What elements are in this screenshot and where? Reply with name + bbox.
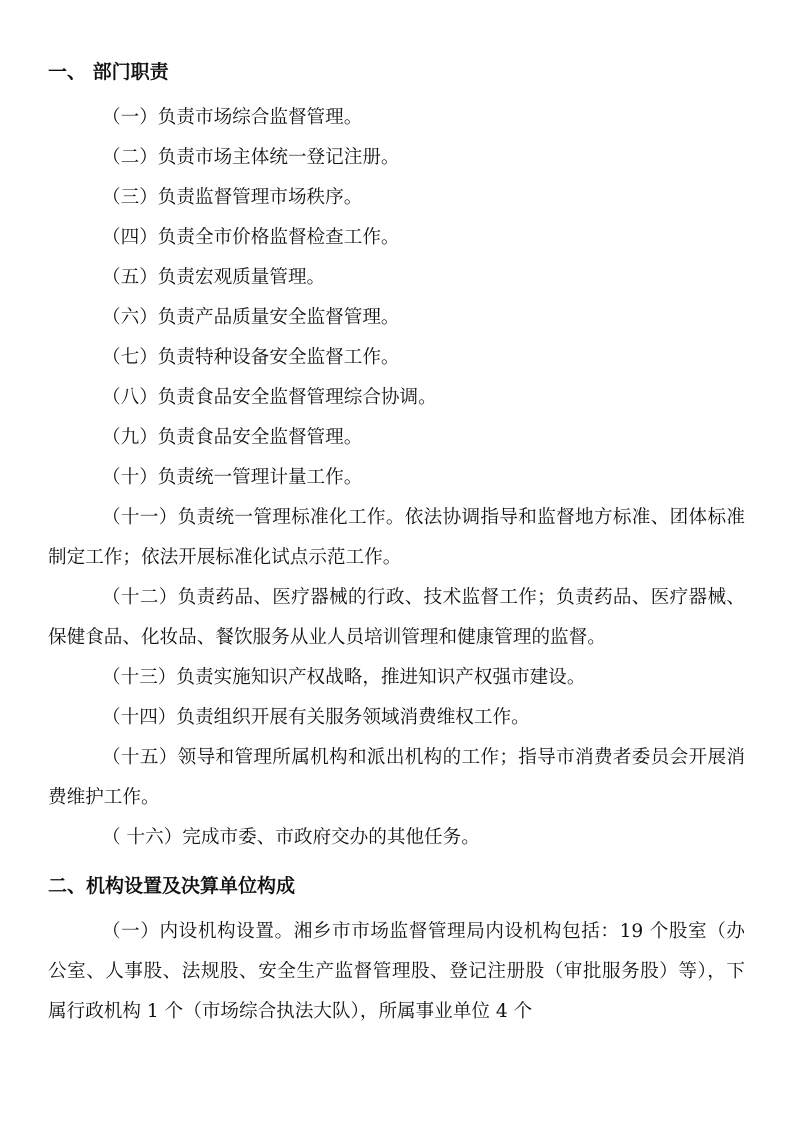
duty-item-1: （一）负责市场综合监督管理。 [102,107,363,128]
duty-item-6: （六）负责产品质量安全监督管理。 [102,307,400,328]
section-heading-structure: 二、机构设置及决算单位构成 [48,875,296,897]
duty-item-13: （十三）负责实施知识产权战略，推进知识产权强市建设。 [102,667,586,688]
duty-item-15: （十五）领导和管理所属机构和派出机构的工作；指导市消费者委员会开展消费维护工作。 [48,747,745,808]
section-heading-duties: 一、 部门职责 [48,61,169,83]
duty-item-11: （十一）负责统一管理标准化工作。依法协调指导和监督地方标准、团体标准制定工作；依法开展标准化试点示范工作。 [48,507,745,568]
duty-item-5: （五）负责宏观质量管理。 [102,267,326,288]
duty-item-8: （八）负责食品安全监督管理综合协调。 [102,387,437,408]
duty-item-12: （十二）负责药品、医疗器械的行政、技术监督工作；负责药品、医疗器械、保健食品、化妆品、餐饮服务从业人员培训管理和健康管理的监督。 [48,587,745,648]
structure-item-1: （一）内设机构设置。湘乡市市场监督管理局内设机构包括：19 个股室（办公室、人事股、法规股、安全生产监督管理股、登记注册股（审批服务股）等），下属行政机构 1 个（市场综合执法大队），所属事业单位 4 个 [48,921,745,1022]
duty-item-2: （二）负责市场主体统一登记注册。 [102,147,400,168]
duty-item-9: （九）负责食品安全监督管理。 [102,427,363,448]
duty-item-10: （十）负责统一管理计量工作。 [102,467,363,488]
duty-item-14: （十四）负责组织开展有关服务领域消费维权工作。 [102,707,530,728]
duty-item-16: （ 十六）完成市委、市政府交办的其他任务。 [102,827,480,848]
duty-item-7: （七）负责特种设备安全监督工作。 [102,347,400,368]
duty-item-4: （四）负责全市价格监督检查工作。 [102,227,400,248]
duty-item-3: （三）负责监督管理市场秩序。 [102,187,363,208]
